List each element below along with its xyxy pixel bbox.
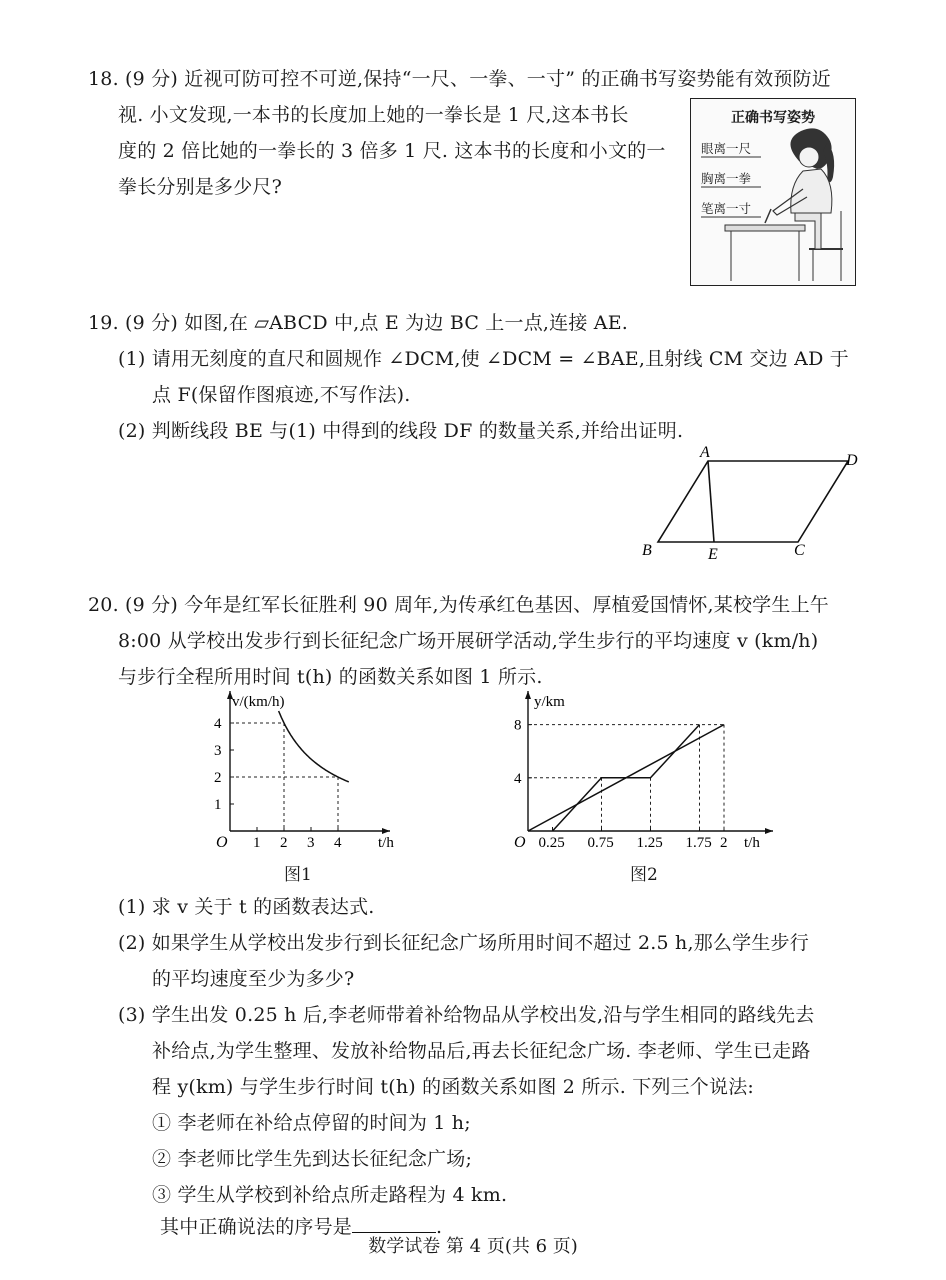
x-tick-label: 2 [280, 835, 288, 851]
figure-1-speed-time-graph [190, 686, 410, 856]
x-tick-label: 2 [720, 835, 728, 851]
x-tick-label: 0.25 [538, 835, 565, 851]
page-footer: 数学试卷 第 4 页(共 6 页) [368, 1236, 578, 1257]
student-writing-illustration [691, 99, 855, 285]
label-C: C [794, 542, 805, 559]
x-tick-label: 1.25 [636, 835, 663, 851]
y-axis-label: v/(km/h) [232, 694, 285, 710]
x-axis-label: t/h [744, 835, 760, 851]
origin-label: O [216, 834, 228, 851]
figure-2-distance-time-graph [500, 686, 780, 856]
y-tick-label: 4 [514, 770, 522, 787]
q19-line-1: 19. (9 分) 如图,在 ▱ABCD 中,点 E 为边 BC 上一点,连接 AE. [88, 312, 629, 334]
q20-part-2-line-2: 的平均速度至少为多少? [152, 968, 355, 990]
q20-part-3-line-2: 补给点,为学生整理、发放补给物品后,再去长征纪念广场. 李老师、学生已走路 [152, 1040, 811, 1062]
q18-line-4: 拳长分别是多少尺? [118, 176, 282, 198]
picture-label-pen: 笔离一寸 [701, 201, 752, 216]
picture-title: 正确书写姿势 [731, 110, 815, 126]
q18-line-3: 度的 2 倍比她的一拳长的 3 倍多 1 尺. 这本书的长度和小文的一 [118, 140, 666, 162]
q20-part-2-line-1: (2) 如果学生从学校出发步行到长征纪念广场所用时间不超过 2.5 h,那么学生步行 [118, 932, 809, 954]
x-axis-label: t/h [378, 835, 394, 851]
origin-label: O [514, 834, 526, 851]
label-B: B [642, 542, 652, 559]
y-axis-arrow [525, 691, 531, 699]
answer-prompt-text: 其中正确说法的序号是 [160, 1216, 353, 1238]
y-tick-label: 2 [214, 770, 222, 786]
q20-intro-1: 20. (9 分) 今年是红军长征胜利 90 周年,为传承红色基因、厚植爱国情怀,某校学生上午 [88, 594, 829, 616]
y-tick-label: 4 [214, 716, 222, 732]
y-tick-label: 3 [214, 743, 222, 759]
y-axis-label: y/km [534, 694, 565, 710]
x-axis-arrow [765, 828, 773, 834]
y-tick-label: 8 [514, 717, 522, 734]
teacher-line [553, 725, 700, 831]
answer-blank[interactable] [352, 1214, 436, 1233]
figure-2-caption: 图2 [630, 865, 658, 885]
q18-line-1: 18. (9 分) 近视可防可控不可逆,保持“一尺、一拳、一寸” 的正确书写姿势能有效预防近 [88, 68, 831, 90]
y-tick-label: 1 [214, 797, 222, 813]
q20-part-1: (1) 求 v 关于 t 的函数表达式. [118, 896, 375, 918]
q19-part-1-line-2: 点 F(保留作图痕迹,不写作法). [152, 384, 411, 406]
writing-posture-picture [690, 98, 856, 286]
series-curve [279, 711, 349, 782]
q20-statement-1: ① 李老师在补给点停留的时间为 1 h; [152, 1112, 471, 1134]
picture-label-eye: 眼离一尺 [701, 141, 752, 156]
q20-intro-3: 与步行全程所用时间 t(h) 的函数关系如图 1 所示. [118, 666, 543, 688]
x-tick-label: 0.75 [587, 835, 614, 851]
label-E: E [708, 546, 718, 563]
x-tick-label: 1.75 [685, 835, 712, 851]
q20-part-3-line-1: (3) 学生出发 0.25 h 后,李老师带着补给物品从学校出发,沿与学生相同的路线先去 [118, 1004, 815, 1026]
x-tick-label: 3 [307, 835, 315, 851]
parallelogram-figure [630, 445, 870, 570]
q19-part-2: (2) 判断线段 BE 与(1) 中得到的线段 DF 的数量关系,并给出证明. [118, 420, 684, 442]
q20-answer-prompt: 其中正确说法的序号是 . [160, 1216, 443, 1238]
x-tick-label: 1 [253, 835, 261, 851]
label-D: D [846, 452, 858, 469]
q20-statement-2: ② 李老师比学生先到达长征纪念广场; [152, 1148, 473, 1170]
picture-label-chest: 胸离一拳 [701, 171, 752, 186]
q20-part-3-line-3: 程 y(km) 与学生步行时间 t(h) 的函数关系如图 2 所示. 下列三个说法: [152, 1076, 754, 1098]
label-A: A [700, 445, 710, 461]
x-tick-label: 4 [334, 835, 342, 851]
q20-intro-2: 8:00 从学校出发步行到长征纪念广场开展研学活动,学生步行的平均速度 v (km/h) [118, 630, 819, 652]
q20-statement-3: ③ 学生从学校到补给点所走路程为 4 km. [152, 1184, 508, 1206]
figure-1-caption: 图1 [284, 865, 312, 885]
q18-line-2: 视. 小文发现,一本书的长度加上她的一拳长是 1 尺,这本书长 [118, 104, 629, 126]
q19-part-1-line-1: (1) 请用无刻度的直尺和圆规作 ∠DCM,使 ∠DCM = ∠BAE,且射线 CM 交边 AD 于 [118, 348, 849, 370]
x-axis-arrow [382, 828, 390, 834]
